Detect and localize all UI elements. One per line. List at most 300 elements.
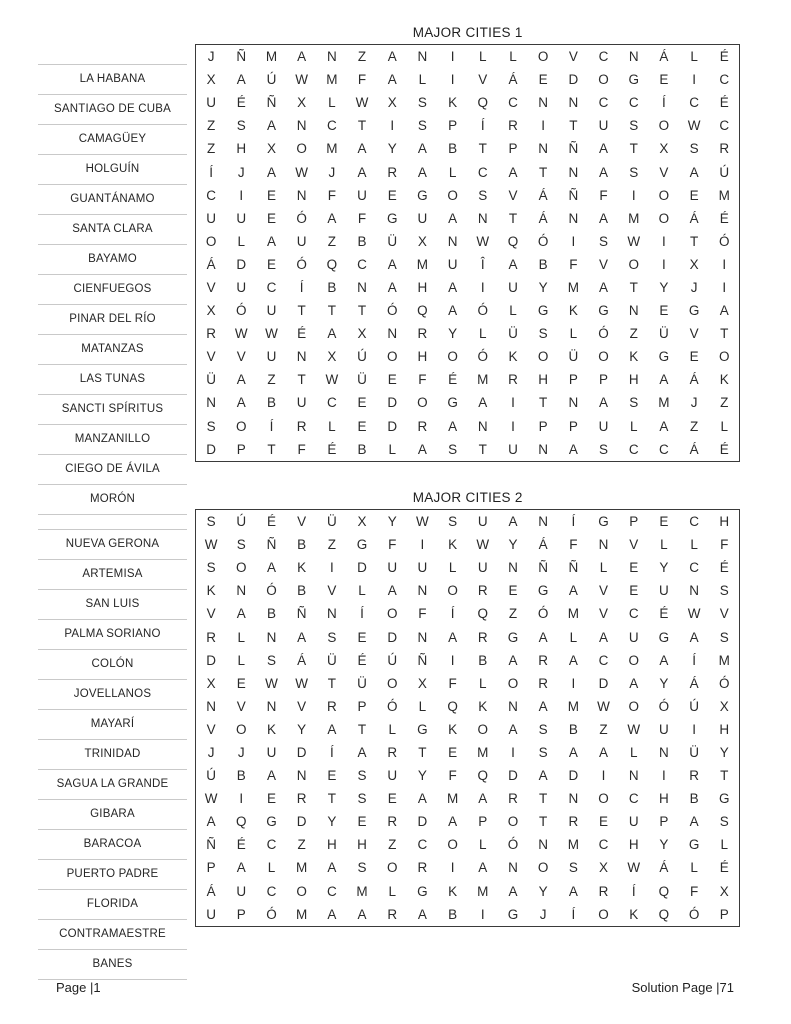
grid-cell[interactable]: É bbox=[719, 95, 729, 111]
grid-cell[interactable]: A bbox=[568, 583, 578, 599]
grid-cell[interactable]: P bbox=[508, 141, 518, 157]
grid-cell[interactable]: U bbox=[447, 256, 458, 272]
grid-cell[interactable]: Ú bbox=[236, 514, 247, 530]
grid-cell[interactable]: R bbox=[689, 768, 699, 784]
grid-cell[interactable]: Í bbox=[571, 906, 576, 922]
grid-cell[interactable]: X bbox=[206, 72, 216, 88]
grid-cell[interactable]: V bbox=[236, 698, 246, 714]
grid-cell[interactable]: N bbox=[538, 514, 549, 530]
grid-cell[interactable]: U bbox=[417, 560, 428, 576]
grid-cell[interactable]: T bbox=[478, 141, 487, 157]
grid-cell[interactable]: J bbox=[690, 279, 698, 295]
grid-cell[interactable]: S bbox=[689, 141, 699, 157]
grid-cell[interactable]: J bbox=[328, 164, 336, 180]
grid-cell[interactable]: K bbox=[448, 883, 458, 899]
word-list-item[interactable] bbox=[38, 155, 187, 185]
grid-cell[interactable]: G bbox=[417, 883, 428, 899]
grid-cell[interactable]: A bbox=[599, 141, 609, 157]
grid-cell[interactable]: L bbox=[479, 837, 487, 853]
grid-cell[interactable]: G bbox=[658, 629, 670, 645]
grid-cell[interactable]: O bbox=[628, 652, 639, 668]
word-list-item[interactable] bbox=[38, 125, 187, 155]
grid-cell[interactable]: R bbox=[387, 906, 398, 922]
grid-cell[interactable]: E bbox=[689, 349, 699, 365]
grid-cell[interactable]: Á bbox=[538, 210, 548, 226]
grid-cell[interactable]: A bbox=[599, 210, 609, 226]
grid-cell[interactable]: D bbox=[296, 814, 307, 830]
grid-cell[interactable]: R bbox=[508, 372, 518, 388]
grid-cell[interactable]: Z bbox=[599, 721, 608, 737]
grid-cell[interactable]: Y bbox=[387, 141, 397, 157]
grid-cell[interactable]: G bbox=[417, 187, 428, 203]
grid-cell[interactable]: A bbox=[327, 906, 337, 922]
grid-cell[interactable]: I bbox=[420, 537, 425, 553]
grid-cell[interactable]: R bbox=[568, 814, 579, 830]
grid-cell[interactable]: N bbox=[508, 860, 518, 876]
grid-cell[interactable]: Q bbox=[658, 883, 670, 899]
grid-cell[interactable]: O bbox=[386, 675, 398, 691]
grid-cell[interactable]: Á bbox=[689, 210, 699, 226]
grid-cell[interactable]: É bbox=[236, 837, 246, 853]
grid-cell[interactable]: O bbox=[236, 418, 247, 434]
grid-cell[interactable]: Ü bbox=[387, 233, 398, 249]
grid-cell[interactable]: Y bbox=[417, 768, 427, 784]
grid-cell[interactable]: U bbox=[236, 883, 247, 899]
grid-cell[interactable]: É bbox=[448, 372, 458, 388]
grid-cell[interactable]: G bbox=[386, 210, 398, 226]
grid-cell[interactable]: A bbox=[417, 791, 427, 807]
grid-cell[interactable]: G bbox=[507, 629, 519, 645]
grid-cell[interactable]: A bbox=[387, 72, 397, 88]
grid-cell[interactable]: Z bbox=[689, 418, 699, 434]
grid-cell[interactable]: A bbox=[508, 514, 518, 530]
grid-cell[interactable]: Á bbox=[659, 860, 669, 876]
grid-cell[interactable]: U bbox=[659, 721, 669, 737]
grid-cell[interactable]: T bbox=[327, 791, 336, 807]
grid-cell[interactable]: T bbox=[297, 372, 306, 388]
grid-cell[interactable]: N bbox=[266, 629, 277, 645]
grid-cell[interactable]: H bbox=[628, 837, 639, 853]
grid-cell[interactable]: D bbox=[568, 72, 579, 88]
grid-cell[interactable]: A bbox=[266, 118, 276, 134]
grid-cell[interactable]: P bbox=[357, 698, 367, 714]
grid-cell[interactable]: S bbox=[206, 418, 216, 434]
grid-cell[interactable]: A bbox=[206, 814, 216, 830]
grid-cell[interactable]: F bbox=[599, 187, 608, 203]
grid-cell[interactable]: F bbox=[418, 606, 427, 622]
grid-cell[interactable]: E bbox=[629, 583, 639, 599]
word-list-item[interactable] bbox=[38, 425, 187, 455]
grid-cell[interactable]: Z bbox=[508, 606, 518, 622]
grid-cell[interactable]: Ó bbox=[598, 326, 609, 342]
grid-cell[interactable]: E bbox=[659, 303, 669, 319]
grid-cell[interactable]: O bbox=[296, 141, 307, 157]
grid-cell[interactable]: É bbox=[266, 514, 276, 530]
grid-cell[interactable]: Ú bbox=[206, 768, 216, 784]
grid-cell[interactable]: K bbox=[448, 721, 458, 737]
grid-cell[interactable]: V bbox=[206, 279, 216, 295]
grid-cell[interactable]: Ó bbox=[507, 837, 519, 853]
grid-cell[interactable]: W bbox=[687, 606, 701, 622]
grid-cell[interactable]: N bbox=[417, 49, 428, 65]
grid-cell[interactable]: P bbox=[478, 814, 488, 830]
grid-cell[interactable]: Ó bbox=[266, 583, 277, 599]
grid-cell[interactable]: Í bbox=[450, 606, 455, 622]
grid-cell[interactable]: A bbox=[327, 721, 337, 737]
grid-cell[interactable]: R bbox=[326, 698, 337, 714]
grid-cell[interactable]: Í bbox=[692, 652, 696, 668]
grid-cell[interactable]: J bbox=[207, 49, 215, 65]
grid-cell[interactable]: Q bbox=[326, 256, 338, 272]
grid-cell[interactable]: L bbox=[569, 326, 578, 342]
grid-cell[interactable]: L bbox=[388, 883, 396, 899]
grid-cell[interactable]: A bbox=[689, 629, 699, 645]
grid-cell[interactable]: L bbox=[358, 583, 366, 599]
grid-cell[interactable]: N bbox=[568, 395, 579, 411]
grid-cell[interactable]: A bbox=[508, 883, 518, 899]
grid-cell[interactable]: S bbox=[719, 583, 729, 599]
grid-cell[interactable]: R bbox=[206, 629, 216, 645]
grid-cell[interactable]: I bbox=[692, 721, 696, 737]
grid-cell[interactable]: W bbox=[265, 326, 278, 342]
grid-cell[interactable]: O bbox=[628, 698, 639, 714]
grid-cell[interactable]: O bbox=[296, 883, 307, 899]
grid-cell[interactable]: Í bbox=[571, 514, 576, 530]
grid-cell[interactable]: S bbox=[448, 441, 458, 457]
grid-cell[interactable]: Ñ bbox=[266, 537, 277, 553]
grid-cell[interactable]: S bbox=[719, 814, 729, 830]
grid-cell[interactable]: A bbox=[659, 652, 669, 668]
grid-cell[interactable]: A bbox=[357, 141, 367, 157]
grid-cell[interactable]: U bbox=[508, 279, 518, 295]
grid-cell[interactable]: T bbox=[297, 303, 306, 319]
grid-cell[interactable]: A bbox=[659, 372, 669, 388]
grid-cell[interactable]: N bbox=[568, 210, 579, 226]
grid-cell[interactable]: I bbox=[450, 72, 455, 88]
grid-cell[interactable]: Ó bbox=[719, 675, 730, 691]
grid-cell[interactable]: D bbox=[296, 744, 307, 760]
grid-cell[interactable]: G bbox=[628, 72, 639, 88]
grid-cell[interactable]: M bbox=[326, 141, 338, 157]
grid-cell[interactable]: U bbox=[296, 395, 307, 411]
grid-cell[interactable]: G bbox=[537, 583, 549, 599]
grid-cell[interactable]: X bbox=[357, 514, 367, 530]
grid-cell[interactable]: R bbox=[387, 744, 398, 760]
grid-cell[interactable]: Q bbox=[477, 768, 489, 784]
word-list-item[interactable] bbox=[38, 590, 187, 620]
grid-cell[interactable]: M bbox=[416, 256, 429, 272]
grid-cell[interactable]: A bbox=[327, 326, 337, 342]
grid-cell[interactable]: W bbox=[627, 233, 641, 249]
grid-cell[interactable]: K bbox=[297, 560, 307, 576]
grid-cell[interactable]: E bbox=[266, 187, 276, 203]
grid-cell[interactable]: M bbox=[477, 883, 489, 899]
grid-cell[interactable]: I bbox=[239, 187, 244, 203]
grid-cell[interactable]: N bbox=[236, 583, 247, 599]
grid-cell[interactable]: E bbox=[266, 256, 276, 272]
grid-cell[interactable]: A bbox=[599, 744, 609, 760]
grid-cell[interactable]: O bbox=[537, 349, 549, 365]
grid-cell[interactable]: R bbox=[417, 860, 428, 876]
grid-cell[interactable]: O bbox=[205, 233, 217, 249]
grid-cell[interactable]: C bbox=[508, 95, 518, 111]
grid-cell[interactable]: L bbox=[448, 560, 457, 576]
grid-cell[interactable]: Í bbox=[209, 164, 213, 180]
grid-cell[interactable]: Í bbox=[480, 118, 485, 134]
grid-cell[interactable]: Ú bbox=[387, 652, 398, 668]
grid-cell[interactable]: X bbox=[719, 883, 729, 899]
grid-cell[interactable]: G bbox=[537, 303, 549, 319]
grid-cell[interactable]: N bbox=[628, 303, 639, 319]
grid-cell[interactable]: A bbox=[297, 49, 307, 65]
grid-cell[interactable]: C bbox=[326, 118, 337, 134]
grid-cell[interactable]: M bbox=[296, 906, 308, 922]
grid-cell[interactable]: C bbox=[477, 164, 488, 180]
grid-cell[interactable]: A bbox=[448, 303, 458, 319]
grid-cell[interactable]: T bbox=[720, 768, 729, 784]
grid-cell[interactable]: O bbox=[507, 675, 519, 691]
grid-cell[interactable]: K bbox=[508, 349, 518, 365]
grid-cell[interactable]: A bbox=[387, 583, 397, 599]
grid-cell[interactable]: A bbox=[266, 560, 276, 576]
grid-cell[interactable]: N bbox=[508, 560, 518, 576]
grid-cell[interactable]: N bbox=[568, 95, 579, 111]
grid-cell[interactable]: W bbox=[687, 118, 701, 134]
grid-cell[interactable]: U bbox=[266, 303, 277, 319]
grid-cell[interactable]: W bbox=[265, 675, 278, 691]
grid-cell[interactable]: Q bbox=[477, 95, 489, 111]
grid-cell[interactable]: I bbox=[571, 675, 576, 691]
grid-cell[interactable]: T bbox=[689, 233, 699, 249]
grid-cell[interactable]: A bbox=[599, 629, 609, 645]
grid-cell[interactable]: U bbox=[296, 233, 307, 249]
grid-cell[interactable]: A bbox=[719, 303, 729, 319]
grid-cell[interactable]: C bbox=[598, 49, 609, 65]
grid-cell[interactable]: T bbox=[267, 441, 276, 457]
grid-cell[interactable]: Q bbox=[236, 814, 247, 830]
grid-cell[interactable]: S bbox=[236, 118, 246, 134]
grid-cell[interactable]: O bbox=[537, 49, 549, 65]
grid-cell[interactable]: F bbox=[720, 537, 729, 553]
word-list-item[interactable] bbox=[38, 770, 187, 800]
grid-cell[interactable]: O bbox=[628, 256, 639, 272]
grid-cell[interactable]: F bbox=[569, 537, 578, 553]
grid-cell[interactable]: S bbox=[266, 652, 276, 668]
grid-cell[interactable]: É bbox=[357, 652, 367, 668]
grid-cell[interactable]: Z bbox=[388, 837, 397, 853]
grid-cell[interactable]: M bbox=[477, 372, 489, 388]
grid-cell[interactable]: E bbox=[689, 187, 699, 203]
grid-cell[interactable]: É bbox=[719, 441, 729, 457]
grid-cell[interactable]: Ü bbox=[357, 372, 367, 388]
grid-cell[interactable]: S bbox=[538, 326, 548, 342]
grid-cell[interactable]: F bbox=[357, 72, 367, 88]
grid-cell[interactable]: S bbox=[629, 164, 639, 180]
grid-cell[interactable]: P bbox=[719, 906, 729, 922]
grid-cell[interactable]: Y bbox=[538, 883, 548, 899]
grid-cell[interactable]: L bbox=[237, 629, 246, 645]
grid-cell[interactable]: Z bbox=[327, 233, 336, 249]
grid-cell[interactable]: Í bbox=[360, 606, 364, 622]
grid-cell[interactable]: E bbox=[327, 768, 337, 784]
word-list-item[interactable] bbox=[38, 620, 187, 650]
grid-cell[interactable]: S bbox=[417, 118, 427, 134]
grid-cell[interactable]: R bbox=[206, 326, 216, 342]
grid-cell[interactable]: W bbox=[204, 791, 218, 807]
grid-cell[interactable]: R bbox=[538, 652, 549, 668]
grid-cell[interactable]: V bbox=[206, 349, 216, 365]
grid-cell[interactable]: N bbox=[477, 210, 488, 226]
grid-cell[interactable]: W bbox=[355, 95, 369, 111]
grid-cell[interactable]: R bbox=[477, 583, 488, 599]
grid-cell[interactable]: Ú bbox=[689, 698, 699, 714]
grid-cell[interactable]: R bbox=[538, 675, 549, 691]
grid-cell[interactable]: U bbox=[628, 814, 639, 830]
grid-cell[interactable]: B bbox=[448, 141, 458, 157]
grid-cell[interactable]: F bbox=[327, 187, 336, 203]
grid-cell[interactable]: V bbox=[568, 49, 578, 65]
grid-cell[interactable]: I bbox=[692, 72, 696, 88]
grid-cell[interactable]: V bbox=[297, 514, 307, 530]
grid-cell[interactable]: C bbox=[719, 72, 730, 88]
grid-cell[interactable]: É bbox=[719, 560, 729, 576]
grid-cell[interactable]: A bbox=[599, 395, 609, 411]
grid-cell[interactable]: I bbox=[390, 118, 395, 134]
grid-cell[interactable]: A bbox=[417, 141, 427, 157]
grid-cell[interactable]: J bbox=[237, 744, 245, 760]
grid-cell[interactable]: Z bbox=[720, 395, 729, 411]
grid-cell[interactable]: L bbox=[509, 303, 517, 319]
grid-cell[interactable]: M bbox=[265, 49, 278, 65]
grid-cell[interactable]: I bbox=[480, 279, 485, 295]
grid-cell[interactable]: Á bbox=[689, 675, 699, 691]
grid-cell[interactable]: I bbox=[450, 652, 455, 668]
grid-cell[interactable]: Y bbox=[659, 675, 669, 691]
grid-cell[interactable]: A bbox=[327, 860, 337, 876]
grid-cell[interactable]: A bbox=[599, 164, 609, 180]
grid-cell[interactable]: X bbox=[357, 326, 367, 342]
grid-cell[interactable]: V bbox=[327, 583, 337, 599]
grid-cell[interactable]: S bbox=[357, 791, 367, 807]
grid-cell[interactable]: R bbox=[387, 814, 398, 830]
grid-cell[interactable]: U bbox=[477, 560, 488, 576]
grid-cell[interactable]: N bbox=[206, 698, 216, 714]
grid-cell[interactable]: A bbox=[448, 814, 458, 830]
grid-cell[interactable]: A bbox=[508, 164, 518, 180]
grid-cell[interactable]: N bbox=[417, 583, 428, 599]
grid-cell[interactable]: N bbox=[538, 441, 549, 457]
grid-cell[interactable]: T bbox=[418, 744, 427, 760]
grid-cell[interactable]: S bbox=[327, 629, 337, 645]
grid-cell[interactable]: O bbox=[447, 837, 458, 853]
grid-cell[interactable]: X bbox=[719, 698, 729, 714]
grid-cell[interactable]: Y bbox=[538, 279, 548, 295]
grid-cell[interactable]: É bbox=[659, 606, 669, 622]
grid-cell[interactable]: U bbox=[508, 441, 518, 457]
grid-cell[interactable]: N bbox=[538, 95, 549, 111]
grid-cell[interactable]: W bbox=[476, 537, 490, 553]
grid-cell[interactable]: S bbox=[568, 860, 578, 876]
grid-cell[interactable]: Á bbox=[206, 883, 216, 899]
grid-cell[interactable]: K bbox=[206, 583, 216, 599]
grid-cell[interactable]: W bbox=[234, 326, 248, 342]
grid-cell[interactable]: G bbox=[658, 349, 670, 365]
grid-cell[interactable]: A bbox=[448, 629, 458, 645]
grid-cell[interactable]: W bbox=[627, 721, 641, 737]
grid-cell[interactable]: O bbox=[386, 349, 398, 365]
grid-cell[interactable]: K bbox=[448, 95, 458, 111]
grid-cell[interactable]: X bbox=[206, 675, 216, 691]
grid-cell[interactable]: P bbox=[236, 906, 246, 922]
grid-cell[interactable]: O bbox=[386, 606, 398, 622]
grid-cell[interactable]: U bbox=[236, 210, 247, 226]
grid-cell[interactable]: C bbox=[326, 395, 337, 411]
grid-cell[interactable]: R bbox=[296, 418, 307, 434]
grid-cell[interactable]: C bbox=[357, 256, 367, 272]
grid-cell[interactable]: O bbox=[658, 118, 670, 134]
grid-cell[interactable]: U bbox=[417, 210, 428, 226]
grid-cell[interactable]: Ó bbox=[266, 906, 277, 922]
grid-cell[interactable]: D bbox=[387, 418, 398, 434]
grid-cell[interactable]: H bbox=[236, 141, 247, 157]
grid-cell[interactable]: G bbox=[688, 837, 700, 853]
grid-cell[interactable]: W bbox=[476, 233, 490, 249]
grid-cell[interactable]: L bbox=[267, 860, 276, 876]
grid-cell[interactable]: Á bbox=[297, 652, 307, 668]
grid-cell[interactable]: A bbox=[448, 279, 458, 295]
grid-cell[interactable]: Ñ bbox=[538, 560, 549, 576]
grid-cell[interactable]: Á bbox=[689, 441, 699, 457]
grid-cell[interactable]: D bbox=[206, 441, 216, 457]
grid-cell[interactable]: T bbox=[539, 395, 548, 411]
grid-cell[interactable]: O bbox=[477, 721, 489, 737]
grid-cell[interactable]: U bbox=[387, 560, 398, 576]
grid-cell[interactable]: K bbox=[719, 372, 729, 388]
grid-cell[interactable]: Ó bbox=[236, 303, 247, 319]
grid-cell[interactable]: A bbox=[357, 906, 367, 922]
word-list-item[interactable] bbox=[38, 530, 187, 560]
grid-cell[interactable]: G bbox=[719, 791, 730, 807]
grid-cell[interactable]: H bbox=[357, 837, 367, 853]
grid-cell[interactable]: Ñ bbox=[266, 95, 277, 111]
grid-cell[interactable]: A bbox=[297, 629, 307, 645]
grid-cell[interactable]: N bbox=[568, 791, 579, 807]
grid-cell[interactable]: O bbox=[507, 814, 519, 830]
word-list-item[interactable] bbox=[38, 710, 187, 740]
grid-cell[interactable]: T bbox=[629, 141, 638, 157]
grid-cell[interactable]: U bbox=[266, 744, 277, 760]
grid-cell[interactable]: D bbox=[357, 560, 367, 576]
word-list-item[interactable] bbox=[38, 950, 187, 980]
grid-cell[interactable]: T bbox=[569, 118, 578, 134]
grid-cell[interactable]: F bbox=[297, 441, 306, 457]
grid-cell[interactable]: N bbox=[628, 49, 639, 65]
grid-cell[interactable]: L bbox=[569, 629, 578, 645]
grid-cell[interactable]: A bbox=[538, 768, 548, 784]
grid-cell[interactable]: A bbox=[417, 906, 427, 922]
grid-cell[interactable]: H bbox=[417, 279, 428, 295]
grid-cell[interactable]: H bbox=[719, 514, 730, 530]
grid-cell[interactable]: Q bbox=[477, 606, 489, 622]
grid-cell[interactable]: W bbox=[325, 372, 339, 388]
grid-cell[interactable]: A bbox=[417, 164, 427, 180]
grid-cell[interactable]: U bbox=[206, 906, 216, 922]
grid-cell[interactable]: E bbox=[236, 675, 246, 691]
grid-cell[interactable]: V bbox=[659, 164, 669, 180]
grid-cell[interactable]: P bbox=[568, 418, 578, 434]
grid-cell[interactable]: O bbox=[236, 721, 247, 737]
grid-cell[interactable]: I bbox=[541, 118, 546, 134]
